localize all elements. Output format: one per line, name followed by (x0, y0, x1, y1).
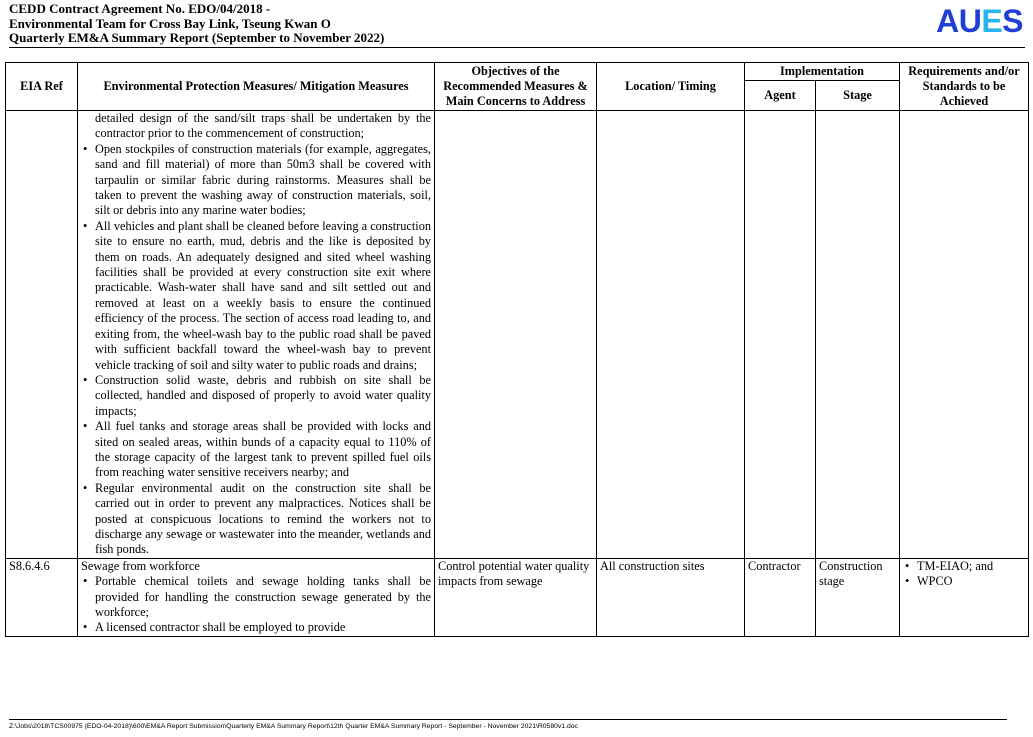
location-cell (597, 111, 745, 559)
measure-title: Sewage from workforce (81, 558, 200, 573)
eia-ref-cell (6, 111, 78, 559)
list-item: • Open stockpiles of construction materials (for example, aggregates, sand and fill material) of more than 50m3 shall be covered with tarpaulin or similar fabric during rainstorms. Measures shall be taken to prevent the washing away of construction materials, soil, silt or debris into any marine water bodies; (81, 142, 431, 219)
location-cell: All construction sites (597, 558, 745, 636)
list-item: • All fuel tanks and storage areas shall be provided with locks and sited on sealed areas, within bunds of a capacity equal to 110% of the storage capacity of the largest tank to prevent spilled fuel oils from reaching water sensitive receivers nearby; and (81, 419, 431, 481)
col-header-agent: Agent (745, 81, 816, 111)
requirements-cell (900, 111, 1029, 559)
list-item: • All vehicles and plant shall be cleaned before leaving a construction site to ensure no earth, mud, debris and the like is deposited by them on roads. An adequately designed and sited wheel washing facilities shall be provided at every construction site exit where practicable. Wash-water shall have sand and silt settled out and removed at least on a weekly basis to ensure the continued efficiency of the process. The section of access road leading to, and exiting from, the wheel-wash bay to the public road shall be paved with sufficient backfall toward the wheel-wash bay to prevent vehicle tracking of soil and silty water to public roads and drains; (81, 219, 431, 373)
objectives-cell (435, 111, 597, 559)
eia-ref-cell: S8.6.4.6 (6, 558, 78, 636)
list-item: • TM-EIAO; and (903, 559, 1025, 574)
table-row (6, 558, 1029, 636)
aues-logo: AUES (936, 3, 1023, 39)
col-header-objectives: Objectives of the Recommended Measures & Main Concerns to Address (435, 63, 597, 111)
list-item: • Portable chemical toilets and sewage holding tanks shall be provided for handling the construction sewage generated by the workforce; (81, 574, 431, 620)
col-header-eia-ref: EIA Ref (6, 63, 78, 111)
list-item: • A licensed contractor shall be employed to provide (81, 620, 431, 635)
col-header-stage: Stage (816, 81, 900, 111)
measures-cell (78, 558, 435, 636)
file-path-footer: Z:\Jobs\2018\TCS00975 (EDO-04-2018)\600\EM&A Report Submission\Quarterly EM&A Summary Report\12th Quarter EM&A Summary Report - September - November 2021\R0580v1.doc (9, 723, 578, 730)
team-line: Environmental Team for Cross Bay Link, Tseung Kwan O (9, 15, 331, 31)
measures-cell (78, 111, 435, 559)
report-line: Quarterly EM&A Summary Report (September to November 2022) (9, 30, 385, 45)
contract-line: CEDD Contract Agreement No. EDO/04/2018 - (9, 1, 271, 16)
col-header-location: Location/ Timing (597, 63, 745, 111)
page-header (9, 2, 1025, 48)
requirements-cell (900, 558, 1029, 636)
list-item: detailed design of the sand/silt traps shall be undertaken by the contractor prior to the commencement of construction; (95, 111, 431, 141)
col-header-implementation: Implementation (745, 63, 900, 81)
list-item: • Regular environmental audit on the construction site shall be carried out in order to prevent any malpractices. Notices shall be posted at conspicuous locations to remind the workers not to discharge any sewage or wastewater into the meander, wetlands and fish ponds. (81, 481, 431, 558)
list-item: • Construction solid waste, debris and rubbish on site shall be collected, handled and disposed of properly to avoid water quality impacts; (81, 373, 431, 419)
agent-cell: Contractor (745, 558, 816, 636)
footer-rule (9, 719, 1007, 720)
header-rule (9, 47, 1025, 48)
mitigation-measures-table (5, 62, 1029, 637)
report-title-block (9, 2, 384, 46)
agent-cell (745, 111, 816, 559)
objectives-cell: Control potential water quality impacts from sewage (435, 558, 597, 636)
stage-cell: Construction stage (816, 558, 900, 636)
col-header-requirements: Requirements and/or Standards to be Achieved (900, 63, 1029, 111)
stage-cell (816, 111, 900, 559)
list-item: • WPCO (903, 574, 1025, 589)
col-header-measures: Environmental Protection Measures/ Mitigation Measures (78, 63, 435, 111)
table-row (6, 111, 1029, 559)
